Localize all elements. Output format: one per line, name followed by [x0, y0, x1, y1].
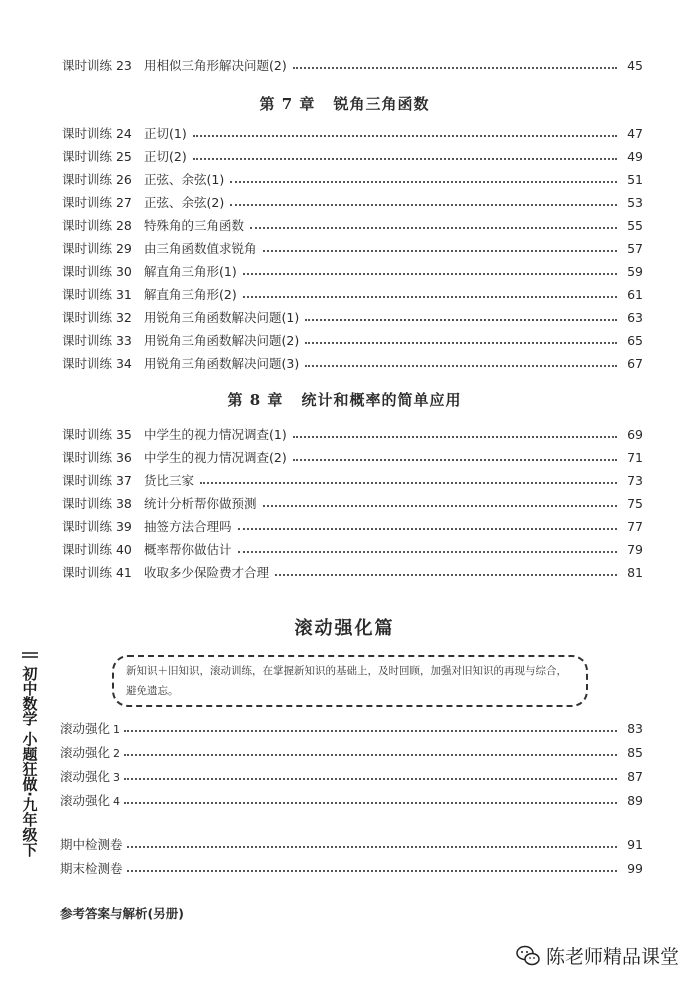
toc-entry [62, 233, 643, 255]
rolling-title [60, 792, 122, 808]
toc-entry [62, 534, 643, 556]
lesson-label: 课时训练 25 [62, 148, 132, 164]
lesson-label: 课时训练 27 [62, 194, 132, 210]
toc-entry [62, 511, 643, 533]
spine-bar [22, 652, 38, 658]
section-intro-box: 新知识＋旧知识，滚动训练，在掌握新知识的基础上，及时回顾，加强对旧知识的再现与综合，避免遗忘。 [112, 655, 588, 707]
rolling-label: 滚动强化 [60, 720, 111, 736]
toc-entry [62, 302, 643, 324]
chapter-8-heading [0, 389, 689, 410]
toc-entry [60, 785, 643, 807]
page-number: 69 [627, 426, 643, 442]
leader-dots [230, 181, 617, 183]
book-spine-label [18, 652, 42, 902]
toc-entry [62, 141, 643, 163]
rolling-number: 4 [113, 794, 121, 808]
lesson-label: 课时训练 38 [62, 495, 132, 511]
chapter-7-heading [0, 93, 689, 114]
spine-text: 初中数学 小题狂做·九年级下 [20, 666, 39, 857]
leader-dots [124, 778, 617, 780]
exam-title: 期中检测卷 [60, 836, 123, 852]
page-number: 75 [627, 495, 643, 511]
section-title: 滚动强化篇 [294, 618, 395, 639]
toc-entry [62, 348, 643, 370]
page-number: 73 [627, 472, 643, 488]
page-number: 51 [627, 171, 643, 187]
lesson-label: 课时训练 40 [62, 541, 132, 557]
page-number: 71 [627, 449, 643, 465]
chapter-number: 第 7 章 [259, 95, 316, 113]
lesson-label: 课时训练 36 [62, 449, 132, 465]
wechat-icon [516, 945, 540, 967]
lesson-label: 课时训练 41 [62, 564, 132, 580]
lesson-label: 课时训练 23 [62, 57, 132, 73]
lesson-label: 课时训练 39 [62, 518, 132, 534]
page-number: 67 [627, 355, 643, 371]
rolling-number: 2 [113, 746, 121, 760]
leader-dots [124, 730, 617, 732]
lesson-title: 正切(1) [144, 125, 187, 141]
lesson-title: 用锐角三角函数解决问题(3) [144, 355, 300, 371]
lesson-title: 解直角三角形(1) [144, 263, 237, 279]
leader-dots [305, 365, 617, 367]
lesson-title: 收取多少保险费才合理 [144, 564, 270, 580]
rolling-title [60, 720, 122, 736]
leader-dots [238, 551, 617, 553]
toc-entry [62, 279, 643, 301]
page-number: 61 [627, 286, 643, 302]
lesson-title: 中学生的视力情况调查(1) [144, 426, 287, 442]
leader-dots [263, 505, 617, 507]
lesson-label: 课时训练 28 [62, 217, 132, 233]
rolling-number: 3 [113, 770, 121, 784]
lesson-title: 抽签方法合理吗 [144, 518, 232, 534]
page-number: 65 [627, 332, 643, 348]
watermark-text: 陈老师精品课堂 [545, 946, 679, 968]
page-number: 55 [627, 217, 643, 233]
leader-dots [127, 846, 617, 848]
rolling-label: 滚动强化 [60, 768, 111, 784]
leader-dots [238, 528, 617, 530]
leader-dots [293, 67, 617, 69]
toc-entry [62, 118, 643, 140]
toc-entry [60, 829, 643, 851]
toc-entry [62, 187, 643, 209]
lesson-title: 正切(2) [144, 148, 187, 164]
page-number: 81 [627, 564, 643, 580]
toc-entry [62, 325, 643, 347]
leader-dots [293, 436, 617, 438]
lesson-title: 中学生的视力情况调查(2) [144, 449, 287, 465]
page-number: 91 [627, 836, 643, 852]
chapter-name: 锐角三角函数 [333, 95, 430, 113]
toc-entry [62, 419, 643, 441]
lesson-label: 课时训练 29 [62, 240, 132, 256]
lesson-label: 课时训练 34 [62, 355, 132, 371]
lesson-title: 用锐角三角函数解决问题(2) [144, 332, 300, 348]
lesson-title: 货比三家 [144, 472, 195, 488]
rolling-number: 1 [113, 722, 121, 736]
lesson-title: 统计分析帮你做预测 [144, 495, 257, 511]
toc-entry [62, 488, 643, 510]
leader-dots [243, 273, 617, 275]
leader-dots [230, 204, 617, 206]
page-number: 79 [627, 541, 643, 557]
lesson-label: 课时训练 37 [62, 472, 132, 488]
toc-entry [60, 853, 643, 875]
lesson-title: 正弦、余弦(2) [144, 194, 225, 210]
lesson-title: 用相似三角形解决问题(2) [144, 57, 287, 73]
rolling-title [60, 768, 122, 784]
page-number: 87 [627, 768, 643, 784]
rolling-title [60, 744, 122, 760]
page-number: 59 [627, 263, 643, 279]
leader-dots [305, 342, 617, 344]
toc-entry [62, 465, 643, 487]
lesson-title: 解直角三角形(2) [144, 286, 237, 302]
leader-dots [243, 296, 617, 298]
leader-dots [124, 754, 617, 756]
leader-dots [263, 250, 617, 252]
lesson-title: 用锐角三角函数解决问题(1) [144, 309, 300, 325]
lesson-label: 课时训练 33 [62, 332, 132, 348]
leader-dots [275, 574, 617, 576]
lesson-label: 课时训练 24 [62, 125, 132, 141]
leader-dots [127, 870, 617, 872]
toc-entry [62, 164, 643, 186]
toc-entry [62, 210, 643, 232]
leader-dots [193, 158, 617, 160]
toc-entry [62, 442, 643, 464]
page-number: 89 [627, 792, 643, 808]
page-number: 49 [627, 148, 643, 164]
page-number: 77 [627, 518, 643, 534]
page-number: 63 [627, 309, 643, 325]
leader-dots [200, 482, 617, 484]
toc-entry [60, 761, 643, 783]
rolling-label: 滚动强化 [60, 744, 111, 760]
page-number: 57 [627, 240, 643, 256]
page-number: 45 [627, 57, 643, 73]
leader-dots [293, 459, 617, 461]
watermark [516, 942, 679, 969]
toc-entry [62, 50, 643, 72]
lesson-title: 正弦、余弦(1) [144, 171, 225, 187]
toc-entry [62, 256, 643, 278]
leader-dots [250, 227, 617, 229]
leader-dots [305, 319, 617, 321]
page-number: 47 [627, 125, 643, 141]
lesson-label: 课时训练 35 [62, 426, 132, 442]
page-number: 99 [627, 860, 643, 876]
lesson-title: 由三角函数值求锐角 [144, 240, 257, 256]
page-number: 85 [627, 744, 643, 760]
page-number: 83 [627, 720, 643, 736]
lesson-label: 课时训练 31 [62, 286, 132, 302]
lesson-title: 概率帮你做估计 [144, 541, 232, 557]
toc-entry [60, 737, 643, 759]
toc-entry [62, 557, 643, 579]
lesson-label: 课时训练 32 [62, 309, 132, 325]
exam-title: 期末检测卷 [60, 860, 123, 876]
leader-dots [124, 802, 617, 804]
lesson-label: 课时训练 26 [62, 171, 132, 187]
rolling-label: 滚动强化 [60, 792, 111, 808]
toc-entry [60, 713, 643, 735]
page-number: 53 [627, 194, 643, 210]
answers-note: 参考答案与解析(另册) [60, 906, 184, 921]
lesson-title: 特殊角的三角函数 [144, 217, 245, 233]
lesson-label: 课时训练 30 [62, 263, 132, 279]
leader-dots [193, 135, 617, 137]
chapter-number: 第 8 章 [227, 391, 284, 409]
chapter-name: 统计和概率的简单应用 [301, 391, 462, 409]
